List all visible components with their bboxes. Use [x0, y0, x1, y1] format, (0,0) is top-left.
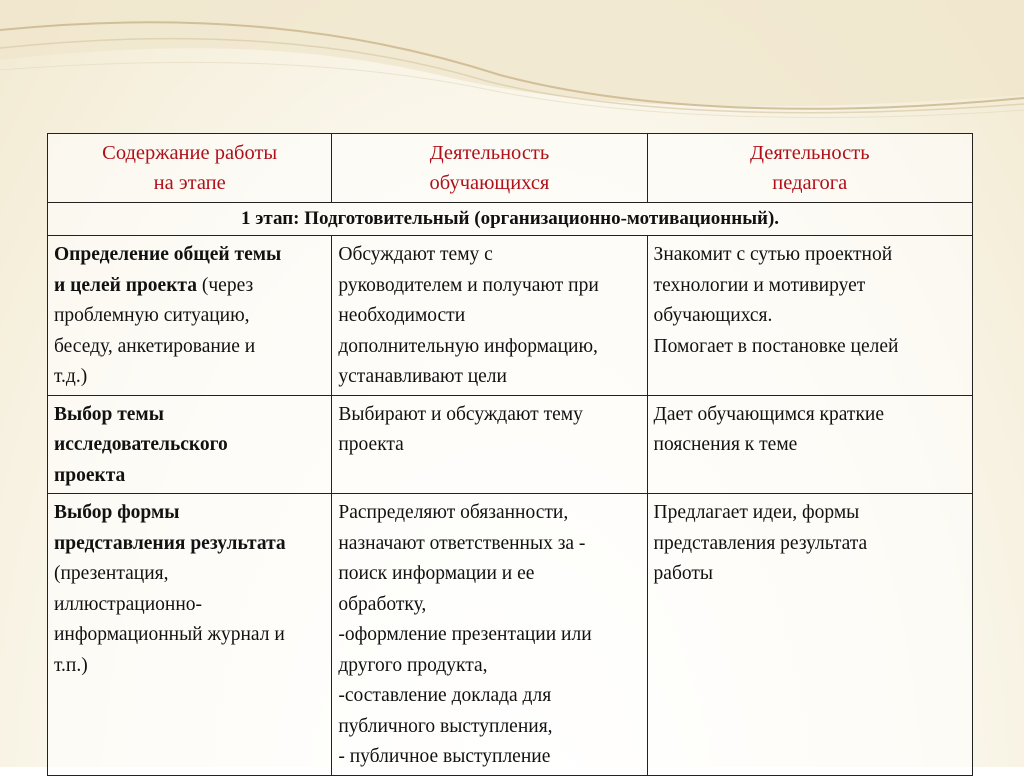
cell-content: Выбор темы исследовательского проекта: [48, 395, 332, 494]
cell-teacher: Дает обучающимся краткие пояснения к теме: [647, 395, 972, 494]
header-students: Деятельность обучающихся: [332, 134, 647, 203]
header-teacher: Деятельность педагога: [647, 134, 972, 203]
table-header-row: [48, 134, 973, 203]
cell-students: Распределяют обязанности, назначают ответственных за - поиск информации и ее обработку, -оформление презентации или другого продукта, -составление доклада для публичного выступления, - публичное выступление: [332, 494, 647, 776]
cell-teacher: Предлагает идеи, формы представления результата работы: [647, 494, 972, 776]
table-row: [48, 395, 973, 494]
header-content: Содержание работы на этапе: [48, 134, 332, 203]
cell-students: Выбирают и обсуждают тему проекта: [332, 395, 647, 494]
stage-title: 1 этап: Подготовительный (организационно-мотивационный).: [48, 203, 973, 236]
cell-teacher: Знакомит с сутью проектной технологии и мотивирует обучающихся. Помогает в постановке целей: [647, 236, 972, 396]
cell-content: Выбор формы представления результата (презентация, иллюстрационно- информационный журнал и т.п.): [48, 494, 332, 776]
cell-students: Обсуждают тему с руководителем и получают при необходимости дополнительную информацию, устанавливают цели: [332, 236, 647, 396]
project-stages-table: [47, 133, 973, 776]
table-row: [48, 494, 973, 776]
cell-content: Определение общей темы и целей проекта (через проблемную ситуацию, беседу, анкетирование и т.д.): [48, 236, 332, 396]
table-row: [48, 236, 973, 396]
stage-row: [48, 203, 973, 236]
